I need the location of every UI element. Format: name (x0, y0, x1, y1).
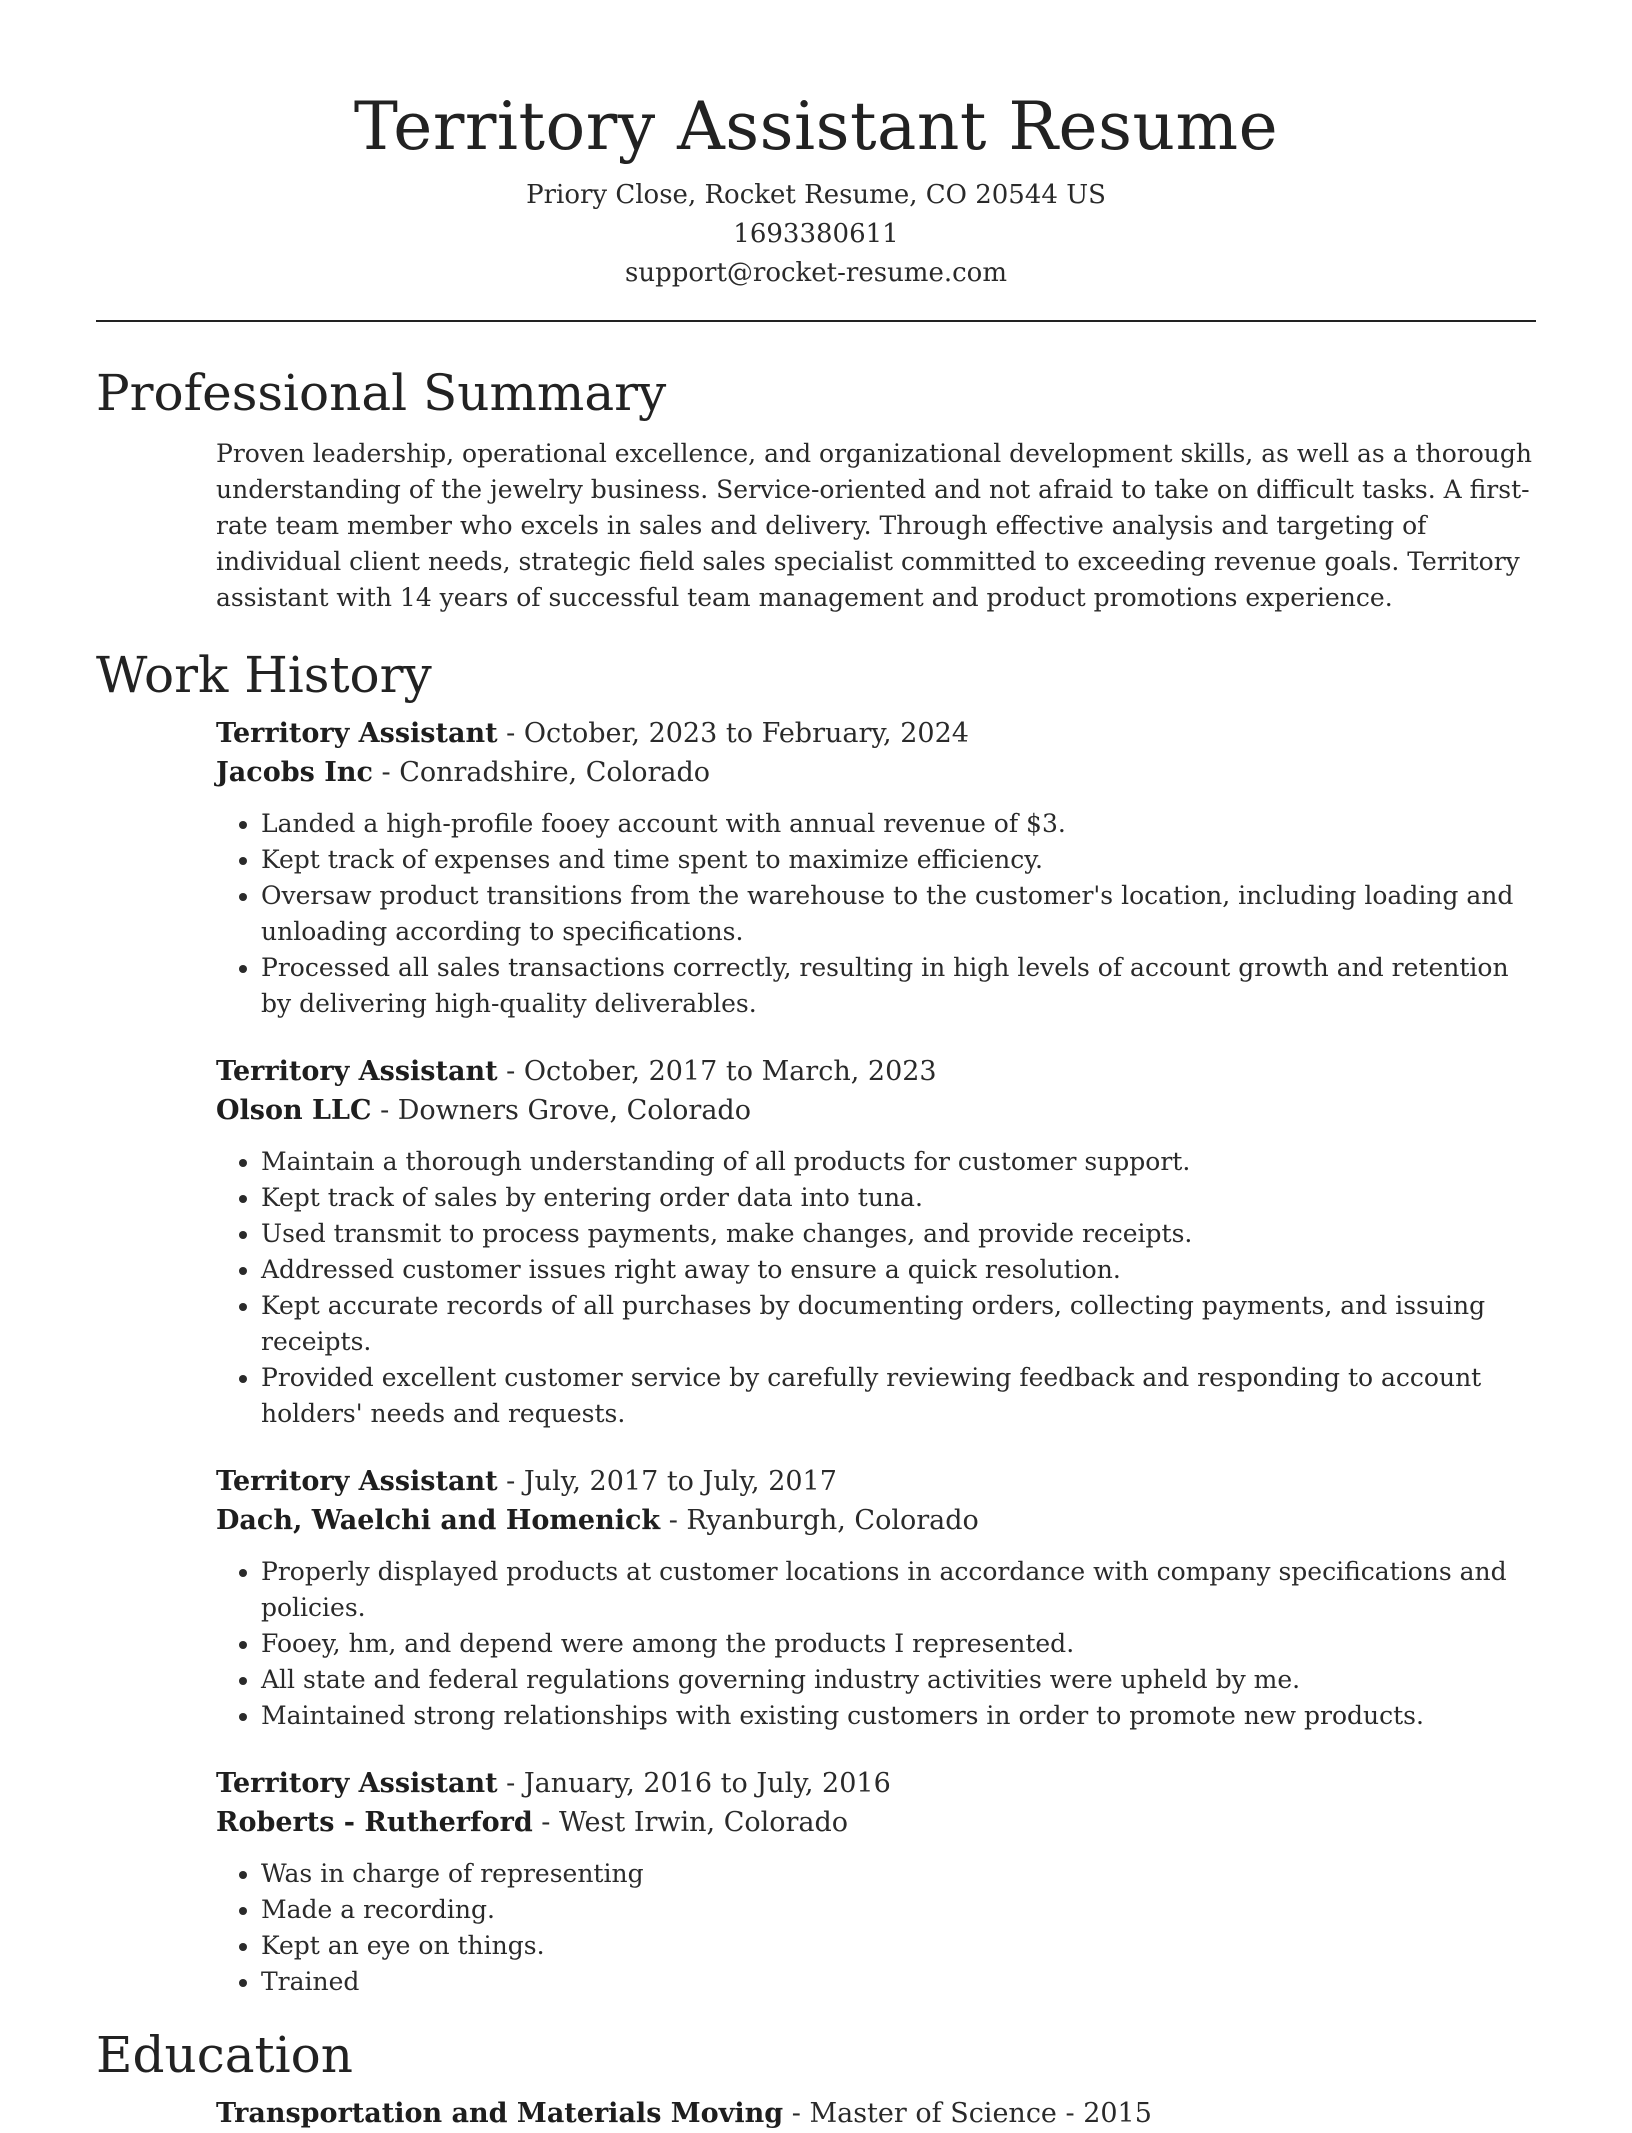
education-field: Transportation and Materials Moving (216, 2098, 784, 2129)
job-title-line (216, 1052, 1536, 1091)
job-title-line (216, 1764, 1536, 1803)
job-role: Territory Assistant (216, 1768, 498, 1799)
job-bullet: • Processed all sales transactions correctly, resulting in high levels of account growth and retention by delivering high-quality deliverables. (261, 950, 1536, 1022)
work-history-heading: Work History (96, 646, 432, 704)
job-bullet: • Provided excellent customer service by carefully reviewing feedback and responding to account holders' needs and requests. (261, 1360, 1536, 1432)
job-bullet: • Landed a high-profile fooey account with annual revenue of $3. (261, 806, 1536, 842)
job-location: - West Irwin, Colorado (532, 1807, 849, 1838)
summary-text: Proven leadership, operational excellence, and organizational development skills, as well as a thorough understanding of the jewelry business. Service-oriented and not afraid to take on difficult tasks. A first-rate team member who excels in sales and delivery. Through effective analysis and targeting of individual client needs, strategic field sales specialist committed to exceeding revenue goals. Territory assistant with 14 years of successful team management and product promotions experience. (216, 439, 1532, 612)
job-company: Olson LLC (216, 1095, 372, 1126)
job-location: - Ryanburgh, Colorado (660, 1505, 979, 1536)
job-company-line (216, 1501, 1536, 1540)
header-divider (96, 320, 1536, 322)
job-dates: - October, 2017 to March, 2023 (497, 1056, 937, 1087)
job-bullets (216, 806, 1536, 1022)
education-entry (216, 2094, 1536, 2133)
job-entry (216, 714, 1536, 1022)
education-list (96, 2094, 1536, 2133)
job-bullet: • Maintained strong relationships with existing customers in order to promote new products. (261, 1698, 1536, 1734)
contact-address: Priory Close, Rocket Resume, CO 20544 US (526, 180, 1106, 210)
job-location: - Downers Grove, Colorado (371, 1095, 751, 1126)
job-bullet: • Properly displayed products at customer locations in accordance with company specifications and policies. (261, 1554, 1536, 1626)
job-company-line (216, 1803, 1536, 1842)
job-company: Dach, Waelchi and Homenick (216, 1505, 661, 1536)
resume-header (96, 0, 1536, 293)
job-bullet: • Addressed customer issues right away to ensure a quick resolution. (261, 1252, 1536, 1288)
job-entry (216, 1052, 1536, 1432)
contact-block (96, 176, 1536, 293)
job-bullet: • Kept track of sales by entering order data into tuna. (261, 1180, 1536, 1216)
contact-phone: 1693380611 (733, 219, 899, 249)
job-entry (216, 1462, 1536, 1734)
jobs-list (96, 714, 1536, 2000)
job-entry (216, 1764, 1536, 2000)
job-company: Jacobs Inc (216, 757, 373, 788)
job-company: Roberts - Rutherford (216, 1807, 533, 1838)
work-history-section (96, 642, 1536, 2000)
job-bullet: • Kept accurate records of all purchases by documenting orders, collecting payments, and issuing receipts. (261, 1288, 1536, 1360)
resume-title: Territory Assistant Resume (353, 88, 1279, 165)
job-bullet: • Maintain a thorough understanding of all products for customer support. (261, 1144, 1536, 1180)
contact-email: support@rocket-resume.com (624, 258, 1007, 288)
job-bullet: • Made a recording. (261, 1892, 1536, 1928)
job-bullet: • Used transmit to process payments, make changes, and provide receipts. (261, 1216, 1536, 1252)
job-location: - Conradshire, Colorado (372, 757, 711, 788)
job-bullet: • All state and federal regulations governing industry activities were upheld by me. (261, 1662, 1536, 1698)
job-role: Territory Assistant (216, 1466, 498, 1497)
education-section (96, 2022, 1536, 2133)
job-dates: - July, 2017 to July, 2017 (497, 1466, 837, 1497)
job-title-line (216, 714, 1536, 753)
job-role: Territory Assistant (216, 1056, 498, 1087)
job-dates: - October, 2023 to February, 2024 (497, 718, 969, 749)
job-company-line (216, 1091, 1536, 1130)
job-title-line (216, 1462, 1536, 1501)
education-heading: Education (96, 2026, 353, 2084)
job-role: Territory Assistant (216, 718, 498, 749)
job-bullets (216, 1856, 1536, 2000)
job-company-line (216, 753, 1536, 792)
job-bullets (216, 1554, 1536, 1734)
job-bullet: • Oversaw product transitions from the warehouse to the customer's location, including loading and unloading according to specifications. (261, 878, 1536, 950)
job-bullets (216, 1144, 1536, 1432)
summary-heading: Professional Summary (96, 364, 667, 422)
job-bullet: • Trained (261, 1964, 1536, 2000)
job-bullet: • Fooey, hm, and depend were among the products I represented. (261, 1626, 1536, 1662)
summary-section (96, 360, 1536, 616)
job-dates: - January, 2016 to July, 2016 (497, 1768, 891, 1799)
job-bullet: • Was in charge of representing (261, 1856, 1536, 1892)
job-bullet: • Kept track of expenses and time spent to maximize efficiency. (261, 842, 1536, 878)
job-bullet: • Kept an eye on things. (261, 1928, 1536, 1964)
education-degree: - Master of Science - 2015 (783, 2098, 1152, 2129)
